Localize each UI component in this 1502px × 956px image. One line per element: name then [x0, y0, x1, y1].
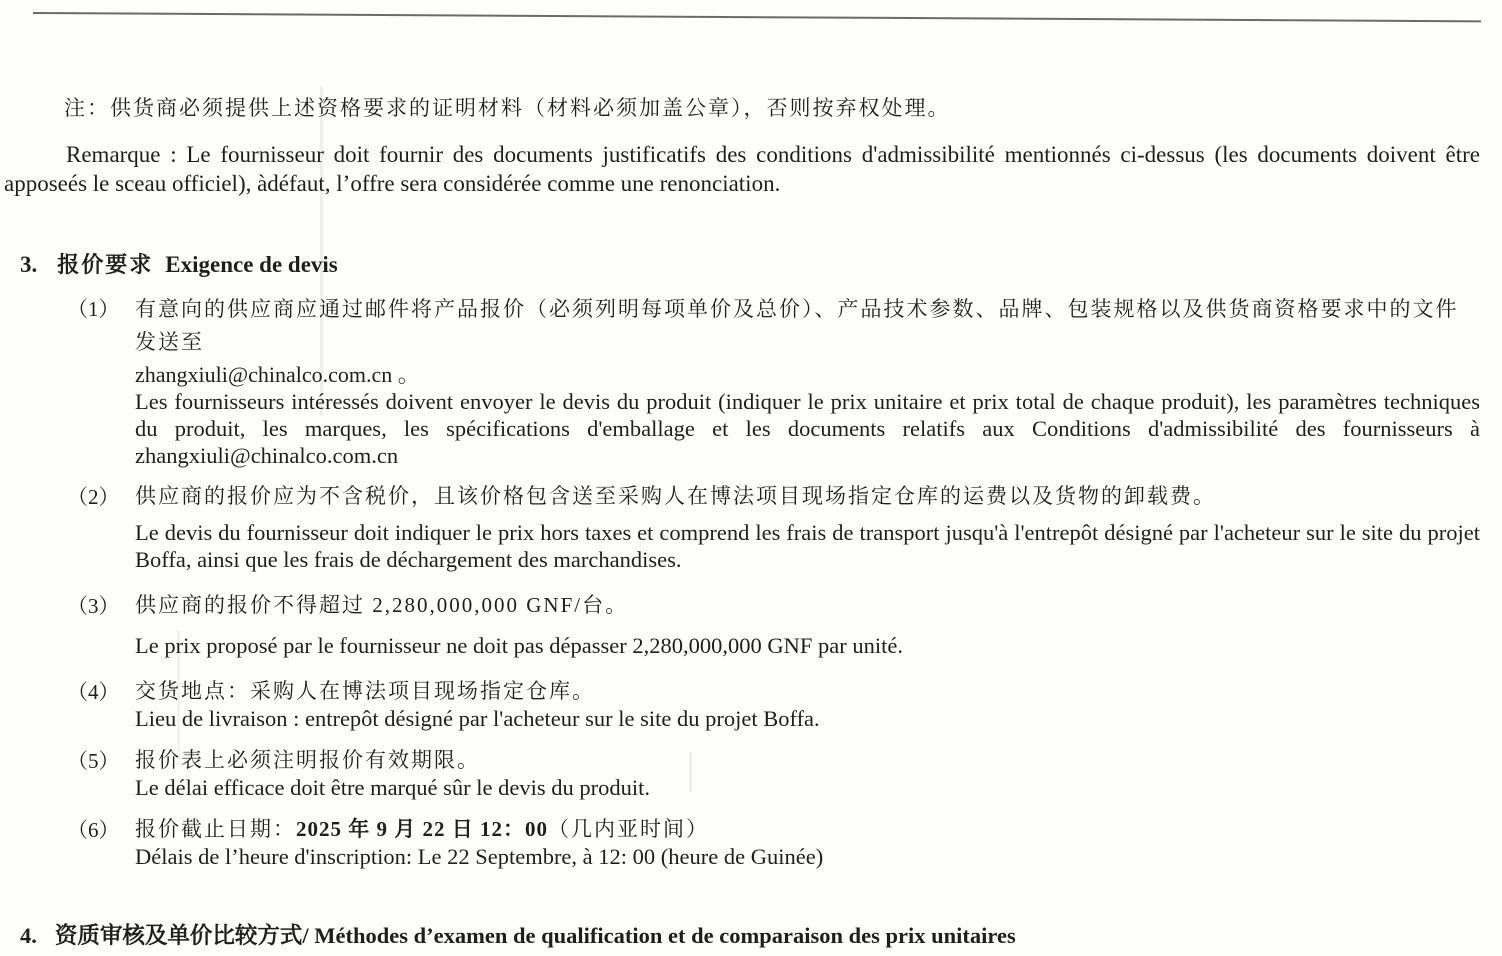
quote-requirements-list	[20, 293, 1480, 870]
item-6-deadline-timezone: （几内亚时间）	[548, 817, 709, 841]
section-4-number: 4.	[20, 923, 37, 948]
item-2-body	[135, 481, 1480, 573]
item-5-body	[135, 745, 1480, 801]
item-4-body	[135, 676, 1480, 732]
item-1-text-fr: Les fournisseurs intéressés doivent envoyer le devis du produit (indiquer le prix unitaire et prix total de chaque produit), les paramètres techniques du produit, les marques, les spécifications d'emballage et les documents relatifs aux Conditions d'admissibilité des fournisseurs à zhangxiuli@chinalco.com.cn	[135, 389, 1480, 468]
item-5-text-zh: 报价表上必须注明报价有效期限。	[135, 748, 480, 772]
item-4-number: （4）	[67, 680, 120, 704]
item-3-text-fr: Le prix proposé par le fournisseur ne doit pas dépasser 2,280,000,000 GNF par unité.	[135, 633, 903, 658]
item-3-text-zh: 供应商的报价不得超过 2,280,000,000 GNF/台。	[135, 593, 629, 617]
item-1-number: （1）	[67, 297, 120, 321]
section-4-title: 资质审核及单价比较方式/ Méthodes d’examen de qualification et de comparaison des prix unitaires	[54, 923, 1016, 948]
item-6-deadline-value: 2025 年 9 月 22 日 12：00	[296, 817, 548, 841]
item-3-body	[135, 590, 1480, 659]
item-6-text-fr: Délais de l’heure d'inscription: Le 22 Septembre, à 12: 00 (heure de Guinée)	[135, 844, 824, 869]
quote-item-3	[20, 590, 1480, 659]
item-1-body	[135, 293, 1480, 469]
item-6-deadline-label: 报价截止日期：	[135, 817, 296, 841]
item-5-number: （5）	[67, 749, 120, 773]
item-6-body	[135, 814, 1480, 870]
section-3-title-zh: 报价要求	[57, 252, 154, 277]
section-3-number: 3.	[20, 252, 38, 277]
item-1-text-zh: 有意向的供应商应通过邮件将产品报价（必须列明每项单价及总价）、产品技术参数、品牌、包装规格以及供货商资格要求中的文件发送至	[135, 297, 1459, 354]
note-fr: Remarque : Le fournisseur doit fournir des documents justificatifs des conditions d'admissibilité mentionnés ci-dessus (les documents doivent être apposeés le sceau officiel), àdéfaut, l’offre sera considérée comme une renonciation.	[4, 142, 1480, 196]
quote-item-4	[20, 676, 1480, 732]
item-6-number: （6）	[67, 818, 120, 842]
item-6-text-zh	[135, 814, 1480, 844]
section-3-heading	[20, 251, 1480, 278]
quote-item-6	[20, 814, 1480, 870]
quote-item-1	[20, 293, 1480, 469]
item-2-text-fr: Le devis du fournisseur doit indiquer le prix hors taxes et comprend les frais de transport jusqu'à l'entrepôt désigné par l'acheteur sur le site du projet Boffa, ainsi que les frais de déchargement des marchandises.	[135, 520, 1480, 572]
item-5-text-fr: Le délai efficace doit être marqué sûr le devis du produit.	[135, 775, 651, 800]
item-3-number: （3）	[67, 594, 120, 618]
section-3-title-fr: Exigence de devis	[165, 252, 338, 277]
item-4-text-zh: 交货地点：采购人在博法项目现场指定仓库。	[135, 679, 595, 703]
quote-item-2	[20, 481, 1480, 573]
item-2-number: （2）	[67, 485, 120, 509]
item-1-email: zhangxiuli@chinalco.com.cn 。	[135, 362, 420, 387]
quote-item-5	[20, 745, 1480, 801]
item-2-text-zh: 供应商的报价应为不含税价，且该价格包含送至采购人在博法项目现场指定仓库的运费以及货物的卸载费。	[135, 484, 1216, 508]
note-zh: 注：供货商必须提供上述资格要求的证明材料（材料必须加盖公章），否则按弃权处理。	[64, 96, 951, 120]
section-4-heading	[20, 922, 1480, 949]
item-4-text-fr: Lieu de livraison : entrepôt désigné par l'acheteur sur le site du projet Boffa.	[135, 706, 820, 731]
